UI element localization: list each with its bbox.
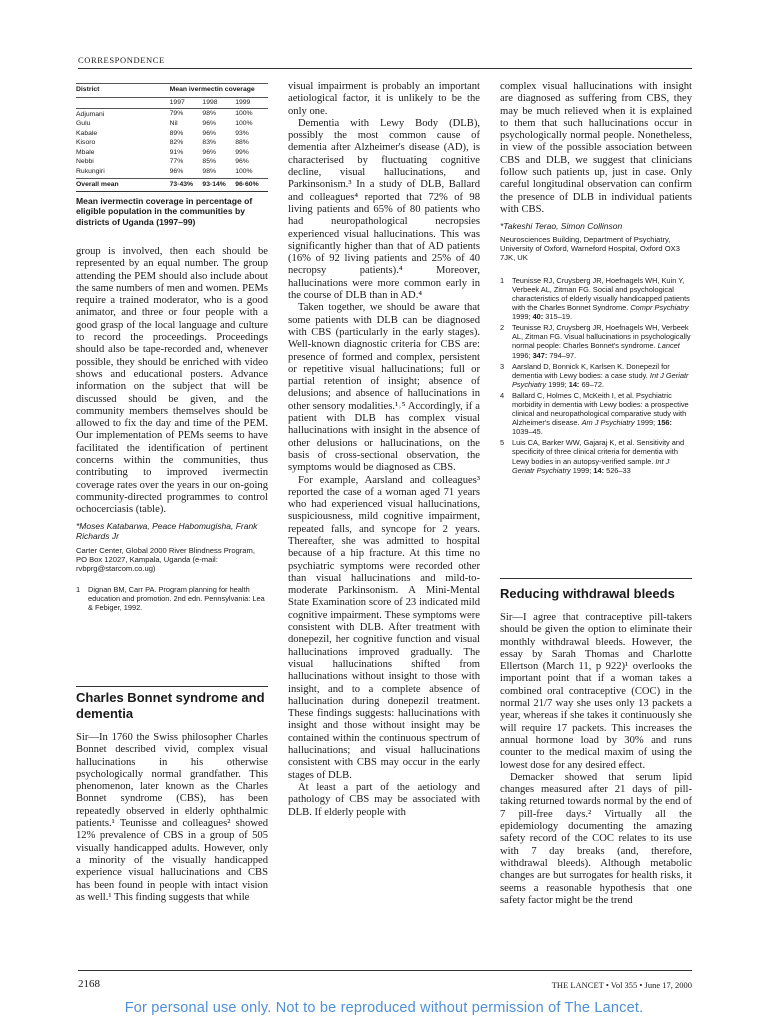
table-cell: 99%	[235, 148, 249, 156]
column-3	[500, 81, 692, 477]
body-paragraph: Demacker showed that serum lipid changes measured after 21 days of pill-taking returned towards normal by the end of 7 pill-free days.² Virtually all the epidemiology documenting the amazing safety record of the COC relates to its use with 7 day breaks (and, therefore, withdrawal bleeds). Although metabolic changes are but surrogates for health risks, it seems a reasonable hypothesis that one safety factor might be the trend	[500, 771, 692, 906]
reference-item: 1 Teunisse RJ, Cruysberg JR, Hoefnagels WH, Kuin Y, Verbeek AL, Zitman FG. Social and psychological characteristics of elderly visually handicapped patients with the Charles Bonnet Syndrome. Compr Psychiatry 1999; 40: 315–19.	[500, 275, 690, 322]
table-row	[76, 129, 268, 138]
table-cell: Nebbi	[76, 158, 94, 166]
table-cell: 83%	[202, 139, 217, 147]
table-cell: 98%	[202, 168, 217, 176]
reference-list	[500, 276, 692, 475]
table-row-overall	[76, 178, 268, 191]
reference-item: 3 Aarsland D, Bonnick K, Karlsen K. Donepezil for dementia with Lewy bodies: a case study. Int J Geriatr Psychiatry 1999; 14: 69–72.	[500, 361, 689, 389]
table-cell: Gulu	[76, 120, 91, 128]
table-cell: 100%	[235, 110, 253, 118]
running-head: CORRESPONDENCE	[78, 55, 165, 65]
year-header: 1997	[170, 98, 203, 108]
reference-number: 1	[76, 584, 81, 594]
table-caption: Mean ivermectin coverage in percentage of eligible population in the communities by districts of Uganda (1997–99)	[76, 196, 253, 227]
table-cell: 96%	[202, 120, 217, 128]
section-heading: Charles Bonnet syndrome and dementia	[76, 690, 265, 721]
body-paragraph: complex visual hallucinations with insight are diagnosed as suffering from CBS, they may be much relieved when it is explained to them that such hallucinations occur in psychologically normal people. Nonetheless, in view of the possible association between CBS and DLB, we suggest that clinicians follow such patients up, just in case. Only careful longitudinal observation can confirm the presence of DLB in individual patients with CBS.	[500, 81, 692, 215]
table-cell: 98%	[202, 110, 217, 118]
copyright-notice: For personal use only. Not to be reproduced without permission of The Lancet.	[124, 1000, 644, 1016]
table-cell: Nil	[169, 120, 178, 128]
column-1-section	[76, 732, 268, 904]
table-row	[76, 167, 268, 178]
table-cell: 100%	[235, 168, 253, 176]
table-row	[76, 108, 268, 119]
table-cell: 89%	[169, 129, 184, 137]
table-cell: Mbale	[76, 148, 95, 156]
table-cell: Adjumani	[76, 110, 105, 118]
table-cell: 85%	[202, 158, 217, 166]
table-row	[76, 158, 268, 167]
table-cell: Overall mean	[76, 178, 170, 191]
table-cell: 88%	[235, 139, 249, 147]
column-2	[288, 81, 480, 819]
table-cell: 93%	[235, 129, 249, 137]
coverage-table	[76, 83, 268, 227]
column-3-section	[500, 612, 692, 907]
reference-item	[76, 585, 268, 612]
section-rule	[76, 686, 268, 687]
body-paragraph: visual impairment is probably an important aetiological factor, it is unlikely to be the only one.	[288, 81, 480, 117]
reference-item: 4 Ballard C, Holmes C, McKeith I, et al. Psychiatric morbidity in dementia with Lewy bodies: a prospective clinical and neuropathological comparative study with Alzheimer's disease. Am J Psychiatry 1999; 156: 1039–45.	[500, 390, 689, 437]
table-cell: 73·43%	[170, 178, 203, 191]
table-cell: Rukungiri	[76, 167, 105, 175]
reference-item: 5 Luis CA, Barker WW, Gajaraj K, et al. Sensitivity and specificity of three clinical criteria for dementia with Lewy bodies in an autopsy-verified sample. Int J Geriatr Psychiatry 1999; 14: 526–33	[500, 438, 685, 475]
body-paragraph: At least a part of the aetiology and pathology of CBS may be associated with DLB. If elderly people with	[288, 781, 480, 818]
section-rule	[500, 578, 692, 579]
reference-text: Dignan BM, Carr PA. Program planning for health education and promotion. 2nd edn. Pennsylvania: Lea & Febiger, 1992.	[88, 584, 265, 612]
table-header-district: District	[76, 84, 170, 98]
table-row	[76, 120, 268, 129]
table-cell: 79%	[169, 110, 184, 118]
year-header: 1999	[235, 98, 268, 108]
table-header-coverage: Mean ivermectin coverage	[170, 84, 268, 98]
table-cell: 82%	[169, 139, 184, 147]
reference-item: 2 Teunisse RJ, Cruysberg JR, Hoefnagels WH, Verbeek AL, Zitman FG. Visual hallucinations in psychologically normal people: Charles Bonnet's syndrome. Lancet 1996; 347: 794–97.	[500, 323, 691, 360]
page-number: 2168	[78, 978, 100, 990]
body-paragraph: Sir—I agree that contraceptive pill-takers should be given the option to eliminate their monthly withdrawal bleeds. However, the essay by Sarah Thomas and Charlotte Ellertson (March 11, p 922)¹ overlooks the important point that if a woman takes a combined oral contraceptive (COC) in the normal 21/7 way she uses only 13 packets a year, whereas if she takes it continuously she will require 17 packets. This increases the annual hormone load by 30% and runs counter to the medical maxim of using the lowest dose for any desired effect.	[500, 612, 692, 771]
table-cell: 96%	[169, 168, 184, 176]
column-1	[76, 246, 268, 614]
section-heading: Reducing withdrawal bleeds	[500, 586, 675, 601]
body-paragraph: Sir—In 1760 the Swiss philosopher Charles Bonnet described vivid, complex visual hallucinations in his otherwise psychologically normal grandfather. This phenomenon, later known as the Charles Bonnet syndrome (CBS), has been repeatedly observed in elderly ophthalmic patients.¹ Teunisse and colleagues² showed 12% prevalence of CBS in a group of 505 visually handicapped adults. However, only a minority of the visually handicapped experience visual hallucinations and CBS has been found in people with intact vision as well.¹ This finding suggests that while	[76, 732, 268, 903]
table-cell: 96%	[235, 158, 249, 166]
body-paragraph: Taken together, we should be aware that some patients with DLB can be diagnosed with CBS (particularly in the early stages). Well-known diagnostic criteria for CBS are: presence of formed and complex, persistent or repetitive visual hallucinations; full or partial retention of insight; absence of delusions; and absence of hallucinations in other sensory modalities.¹˒⁵ Accordingly, if a patient with DLB has complex visual hallucinations with insight in the absence of other delusions or hallucinations, on the basis of cross-sectional observation, the symptoms would be diagnosed as CBS.	[288, 302, 480, 474]
table-row	[76, 139, 268, 148]
table-cell: Kisoro	[76, 139, 96, 147]
table-cell: 100%	[235, 120, 253, 128]
table-cell: 96%	[202, 148, 217, 156]
header-rule	[78, 68, 692, 69]
table-cell: 77%	[169, 158, 184, 166]
affiliation: Neurosciences Building, Department of Psychiatry, University of Oxford, Warneford Hospital, Oxford OX3 7JK, UK	[500, 234, 680, 262]
table-cell: 93·14%	[202, 178, 235, 191]
table-row	[76, 148, 268, 157]
body-paragraph: group is involved, then each should be represented by an equal number. The group attending the PEM should also include about the same numbers of men and women. PEMs require a trained moderator, who is a good animator, and three or four people with a good grasp of the local language and culture to record the proceedings. Proceedings should also be tape-recorded and, whenever possible, they should be enriched with video shows and educational posters. Advance information on the subject that will be discussed should be given, and the community members themselves should be allowed to fix the day and time of the PEM. Our implementation of PEMs seems to have facilitated the identification of pertinent concerns within the communities, thus contributing to improved ivermectin coverage rates over the years in our on-going community-directed programmes to control ochocerciasis (table).	[76, 246, 268, 516]
body-paragraph: Dementia with Lewy Body (DLB), possibly the most common cause of dementia after Alzheimer's disease (AD), is characterised by fluctuating cognitive decline, visual hallucinations, and Parkinsonism.³ In a study of DLB, Ballard and colleagues⁴ reported that 72% of 98 living patients and 65% of 80 patients who had neuropathological necropsies experienced visual hallucinations. This was significantly higher than that of AD patients (16% of 92 living patients and 25% of 40 necropsy patients).⁴ Moreover, hallucinations were more common early in the course of DLB than in AD.⁴	[288, 117, 480, 302]
signature: *Moses Katabarwa, Peace Habomugisha, Frank Richards Jr	[76, 520, 258, 542]
table-cell: 96·60%	[235, 178, 268, 191]
body-paragraph: For example, Aarsland and colleagues³ reported the case of a woman aged 71 years who had experienced visual hallucinations, suspiciousness, mild cognitive impairment, repeated falls, and syncope for 2 years. Thereafter, she was admitted to hospital because of a hip fracture. At this time no psychiatric symptoms were recorded other than visual hallucinations and mild-to-moderate Parkinsonism. A Mini-Mental State Examination score of 23 indicated mild cognitive impairment. These symptoms were consistent with DLB. After treatment with donepezil, her cognitive function and visual hallucinations improved gradually. The visual hallucinations shifted from hallucinations without insight to those with insight, and to a complete absence of hallucination during donepezil treatment. These findings suggests: hallucinations with insight and those without insight may be contained within the continuous spectrum of hallucinations; and visual hallucinations consistent with CBS may occur in the early stages of DLB.	[288, 474, 480, 781]
footer-rule	[78, 970, 692, 971]
table-cell: 91%	[169, 148, 184, 156]
journal-line: THE LANCET • Vol 355 • June 17, 2000	[551, 980, 692, 990]
signature: *Takeshi Terao, Simon Collinson	[500, 221, 623, 232]
table-cell: Kabale	[76, 129, 98, 137]
table-cell: 96%	[202, 129, 217, 137]
affiliation: Carter Center, Global 2000 River Blindness Program, PO Box 12027, Kampala, Uganda (e-mail: rvbprg@starcom.co.ug)	[76, 545, 255, 573]
year-header: 1998	[202, 98, 235, 108]
